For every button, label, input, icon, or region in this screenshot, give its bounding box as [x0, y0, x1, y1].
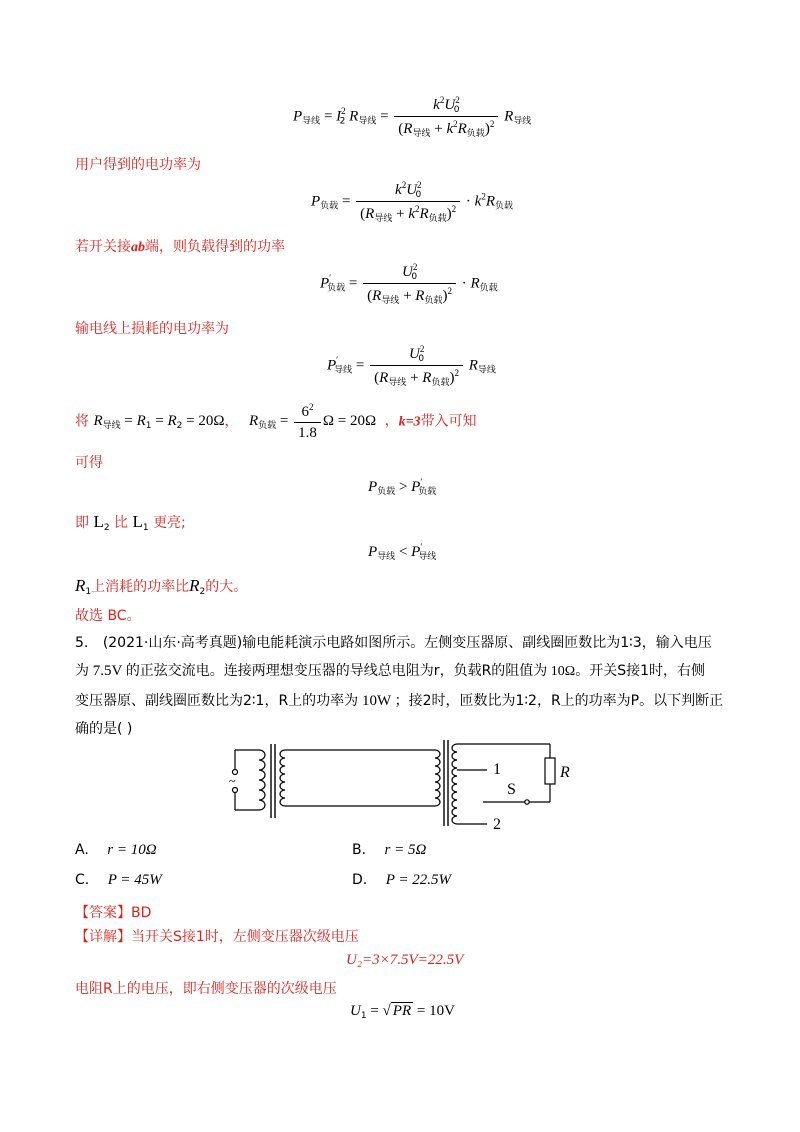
question-number: 5. [75, 635, 89, 651]
option-d[interactable] [352, 872, 451, 889]
question-source: (2021·山东·高考真题) [102, 635, 243, 651]
tap-2-label: 2 [493, 816, 501, 833]
substitute-suffix: 带入可知 [420, 413, 477, 430]
formula-load-power-2: $P'_{负载}$ = $\frac{U^2_0}{(R_{导线} + R_{负载})^2}$ · $R_{负载}$ [320, 262, 498, 306]
detail-text: 当开关S接1时，左侧变压器次级电压 [131, 929, 359, 945]
left-primary-coil [259, 750, 265, 810]
option-d-expr: P = 22.5W [385, 872, 451, 888]
text-user-power: 用户得到的电功率为 [75, 157, 201, 173]
formula-line-loss-1: $P_{导线} = I^2_2$ $R_{导线}$ = $\frac{k^2U^2_0}{(R_{导线} + k^2R_{负载})^2}$ $R_{导线}$ [293, 95, 532, 139]
option-c-expr: P = 45W [107, 872, 162, 888]
formula-ineq-2: $P_{导线} < P'_{导线}$ [368, 542, 437, 562]
text-result: 可得 [75, 455, 103, 471]
circuit-diagram [225, 738, 585, 838]
answer-line [75, 902, 151, 922]
formula-load-power-1: $P_{负载}$ = $\frac{k^2U^2_0}{(R_{导线} + k^2R_{负载})^2}$ · $k^2R_{负载}$ [311, 180, 514, 224]
answer-value: BD [131, 905, 152, 921]
formula-ineq-1: $P_{负载} > P'_{负载}$ [368, 477, 437, 497]
question-line-2: 为 7.5V 的正弦交流电。连接两理想变压器的导线总电阻为r，负载R的阻值为 10Ω。开关S接1时，右侧 [75, 663, 705, 679]
text-switch-ab [75, 236, 285, 256]
right-secondary-coil [452, 744, 457, 824]
resistor-label: R [560, 764, 570, 781]
substitute-prefix: 将 [75, 413, 89, 430]
text-line-loss: 输电线上损耗的电功率为 [75, 321, 229, 337]
tap-1-label: 1 [493, 761, 501, 778]
brighter-suffix: 更亮; [153, 515, 186, 531]
brighter-mid: 比 [114, 515, 129, 531]
switch-label: S [507, 781, 516, 798]
switch-ab-prefix: 若开关接 [75, 239, 131, 255]
text-substitute: 将 $R_{导线} = R_1 = R_2 = 20\Omega$， $R_{负载}$ = $\frac{6^2}{1.8}$ Ω = 20Ω ，k=3带入可知 [75, 402, 477, 441]
r1-text-mid: 上消耗的功率比 [91, 579, 190, 595]
r1-text-suffix: 的大。 [205, 579, 248, 595]
input-terminal-bottom [233, 788, 238, 793]
option-c[interactable] [75, 872, 162, 889]
detail-label: 【详解】 [75, 929, 131, 945]
detail-line [75, 926, 359, 946]
formula-line-loss-2: $P'_{导线}$ = $\frac{U^2_0}{(R_{导线} + R_{负载})^2}$ $R_{导线}$ [327, 344, 496, 388]
text-r1-power: $R_1$上消耗的功率比$R_2$的大。 [75, 576, 248, 597]
option-b[interactable] [352, 842, 426, 859]
question-line-3: 变压器原、副线圈匝数比为2∶1，R上的功率为 10W ；接2时，匝数比为1∶2，R上的功率为P。以下判断正 [75, 693, 724, 709]
detail-eq: U₂=3×7.5V=22.5V [346, 952, 464, 968]
brighter-prefix: 即 [75, 515, 89, 531]
question-text-3a: 变压器原、副线圈匝数比为2∶1，R上的功率为 [75, 693, 359, 709]
option-b-expr: r = 5Ω [384, 842, 427, 858]
substitute-k: k=3 [398, 414, 421, 430]
detail-resistor-line: 电阻R上的电压，即右侧变压器的次级电压 [75, 981, 337, 997]
option-a[interactable] [75, 842, 157, 859]
right-primary-coil [435, 750, 440, 806]
switch-ab-suffix: 端，则负载得到的功率 [145, 239, 285, 255]
ac-symbol: ~ [229, 774, 236, 788]
question-text-1: 输电能耗演示电路如图所示。左侧变压器原、副线圈匝数比为1∶3，输入电压 [242, 635, 712, 651]
question-line-1 [75, 632, 712, 652]
text-brighter: 即 $L_2$ 比 $L_1$ 更亮; [75, 512, 186, 533]
option-d-letter: D. [352, 872, 368, 888]
switch-pivot [525, 800, 529, 804]
question-text-2c: 。开关S接1时，右侧 [575, 663, 705, 679]
option-a-expr: r = 10Ω [107, 842, 157, 858]
question-line-4: 确的是( ) [75, 721, 133, 737]
question-text-3b: ；接2时，匝数比为1∶2，R上的功率为P。以下判断正 [394, 693, 724, 709]
left-secondary-coil [280, 750, 285, 806]
option-b-letter: B. [352, 842, 367, 858]
detail-equation [346, 952, 463, 969]
switch-ab-var: ab [131, 240, 145, 255]
answer-label: 【答案】 [75, 905, 131, 921]
option-c-letter: C. [75, 872, 90, 888]
text-choose: 故选 BC。 [75, 608, 141, 624]
question-text-2a: 为 [75, 663, 89, 679]
option-a-letter: A. [75, 842, 89, 858]
formula-u1: $U_1$ = √ PR = 10V [350, 1003, 455, 1021]
resistor-r [545, 758, 555, 784]
question-text-2b: 的正弦交流电。连接两理想变压器的导线总电阻为r，负载R的阻值为 [125, 663, 548, 679]
